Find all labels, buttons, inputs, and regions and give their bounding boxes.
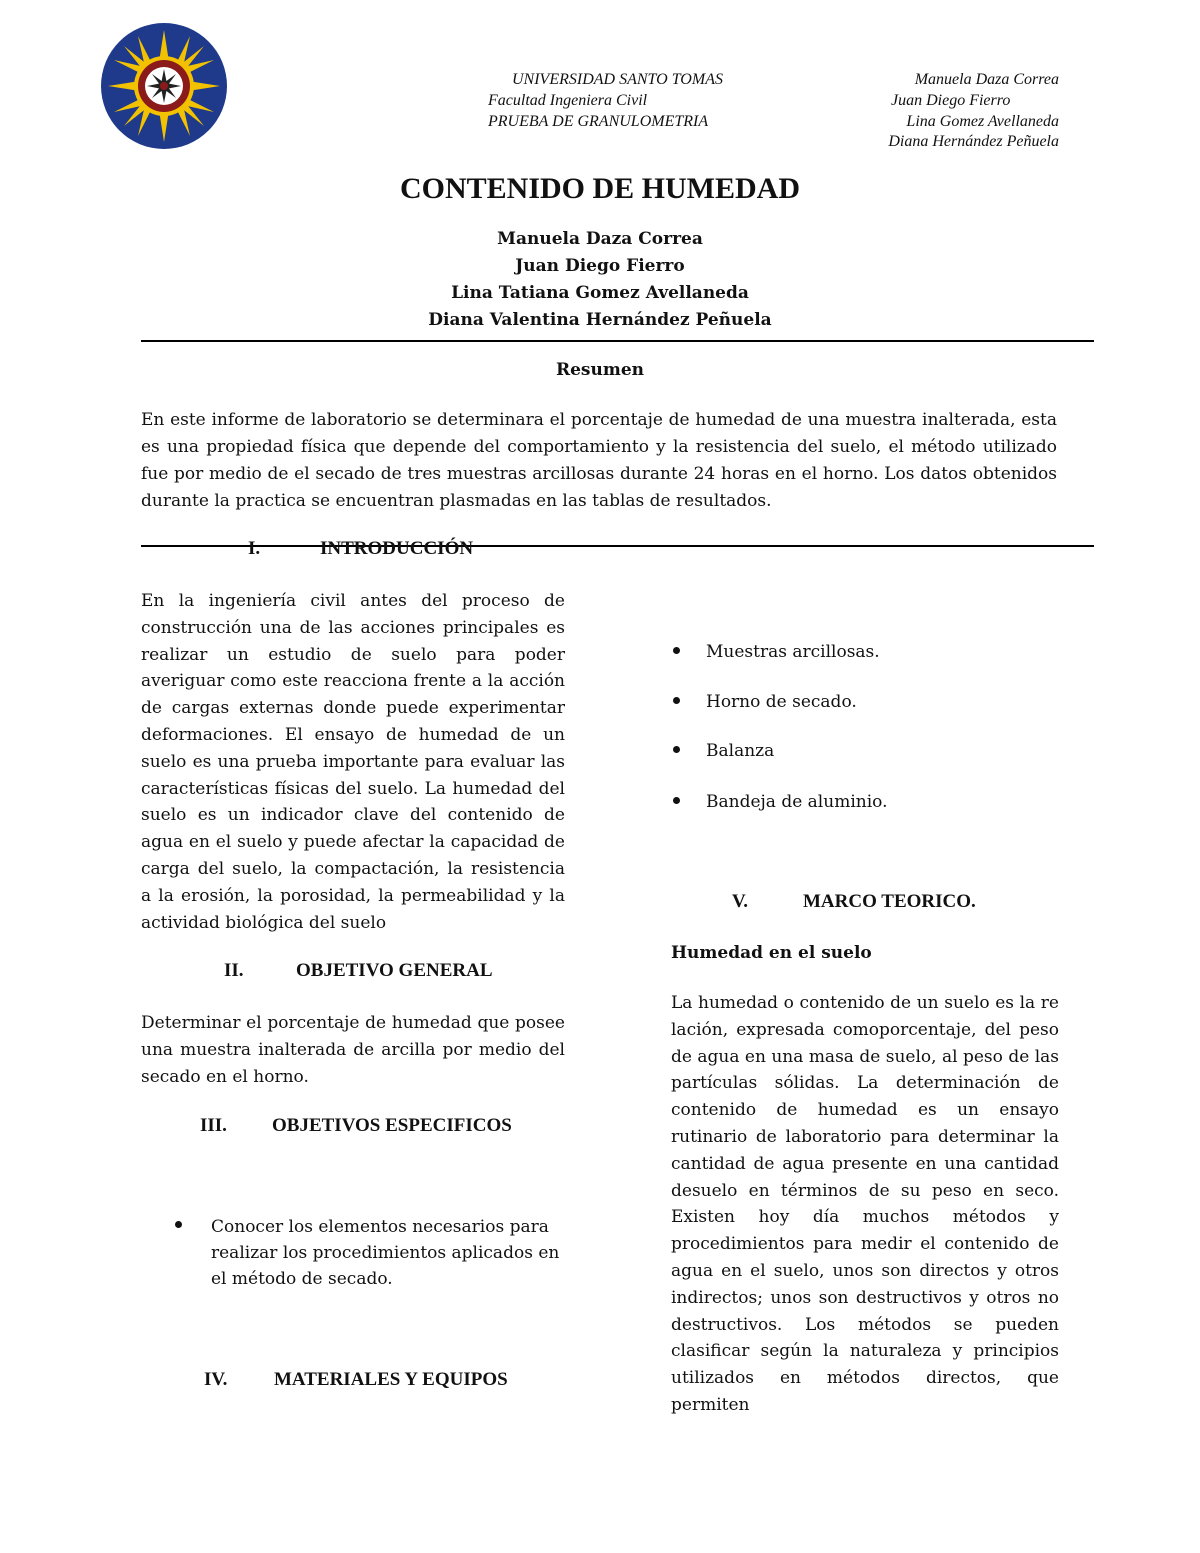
theory-subheading: Humedad en el suelo [671, 943, 872, 963]
section-materials-number: IV. [204, 1369, 228, 1390]
page-title: CONTENIDO DE HUMEDAD [399, 172, 801, 205]
section-intro-number: I. [248, 538, 261, 559]
abstract-heading: Resumen [555, 360, 645, 380]
theory-text: La humedad o contenido de un suelo es la re lación, expresada comoporcentaje, del peso de agua en una masa de suelo, al peso de las partículas sólidas. La determinación de contenido de humedad es un ensayo rutinario de laboratorio para determinar la cantidad de agua presente en una cantidad desuelo en términos de su peso en seco. Existen hoy día muchos métodos y procedimientos para medir el contenido de agua en el suelo, unos son directos y otros indirectos; unos son destructivos y otros no destructivos. Los métodos se pueden clasificar según la naturaleza y principios utilizados en métodos directos, que permiten [671, 993, 1059, 1415]
materials-item-4: Bandeja de aluminio. [706, 792, 888, 812]
materials-item-2: Horno de secado. [706, 692, 857, 712]
header-university: UNIVERSIDAD SANTO TOMAS [512, 71, 723, 88]
section-objective-number: II. [224, 960, 244, 981]
abstract-text: En este informe de laboratorio se determinara el porcentaje de humedad de una muestra inalterada, esta es una propiedad física que depende del comportamiento y la resistencia del suelo, el método utilizado fue por medio de el secado de tres muestras arcillosas durante 24 horas en el horno. Los datos obtenidos durante la practica se encuentran plasmadas en las tablas de resultados. [141, 410, 1057, 511]
materials-item-1: Muestras arcillosas. [706, 642, 880, 662]
bullet-icon [673, 746, 680, 753]
specific-item-1: Conocer los elementos necesarios para realizar los procedimientos aplicados en el método de secado. [211, 1217, 560, 1289]
university-seal-icon [100, 22, 228, 150]
author-2: Juan Diego Fierro [515, 256, 685, 276]
section-intro-title: INTRODUCCIÓN [320, 538, 474, 559]
header-faculty: Facultad Ingeniera Civil [488, 92, 648, 109]
divider-bottom [141, 545, 1094, 547]
author-1: Manuela Daza Correa [497, 229, 703, 249]
materials-item-3: Balanza [706, 741, 775, 761]
bullet-icon [175, 1221, 182, 1228]
divider-top [141, 340, 1094, 342]
section-specific-title: OBJETIVOS ESPECIFICOS [272, 1115, 512, 1136]
header-author-1: Manuela Daza Correa [914, 71, 1059, 88]
author-3: Lina Tatiana Gomez Avellaneda [451, 283, 749, 303]
header-author-3: Lina Gomez Avellaneda [906, 113, 1059, 130]
section-materials-title: MATERIALES Y EQUIPOS [274, 1369, 508, 1390]
section-theory-number: V. [732, 891, 749, 912]
author-4: Diana Valentina Hernández Peñuela [428, 310, 772, 330]
section-theory-title: MARCO TEORICO. [803, 891, 976, 912]
section-specific-number: III. [200, 1115, 227, 1136]
header-test: PRUEBA DE GRANULOMETRIA [488, 113, 709, 130]
header-author-2: Juan Diego Fierro [891, 92, 1011, 109]
header-author-4: Diana Hernández Peñuela [888, 133, 1059, 150]
section-objective-title: OBJETIVO GENERAL [296, 960, 493, 981]
bullet-icon [673, 697, 680, 704]
objective-text: Determinar el porcentaje de humedad que posee una muestra inalterada de arcilla por medio del secado en el horno. [141, 1013, 565, 1087]
intro-text: En la ingeniería civil antes del proceso de construcción una de las acciones principales es realizar un estudio de suelo para poder averiguar como este reacciona frente a la acción de cargas externas donde puede experimentar deformaciones. El ensayo de humedad de un suelo es una prueba importante para evaluar las características físicas del suelo. La humedad del suelo es un indicador clave del contenido de agua en el suelo y puede afectar la capacidad de carga del suelo, la compactación, la resistencia a la erosión, la porosidad, la permeabilidad y la actividad biológica del suelo [141, 591, 565, 933]
bullet-icon [673, 797, 680, 804]
bullet-icon [673, 647, 680, 654]
